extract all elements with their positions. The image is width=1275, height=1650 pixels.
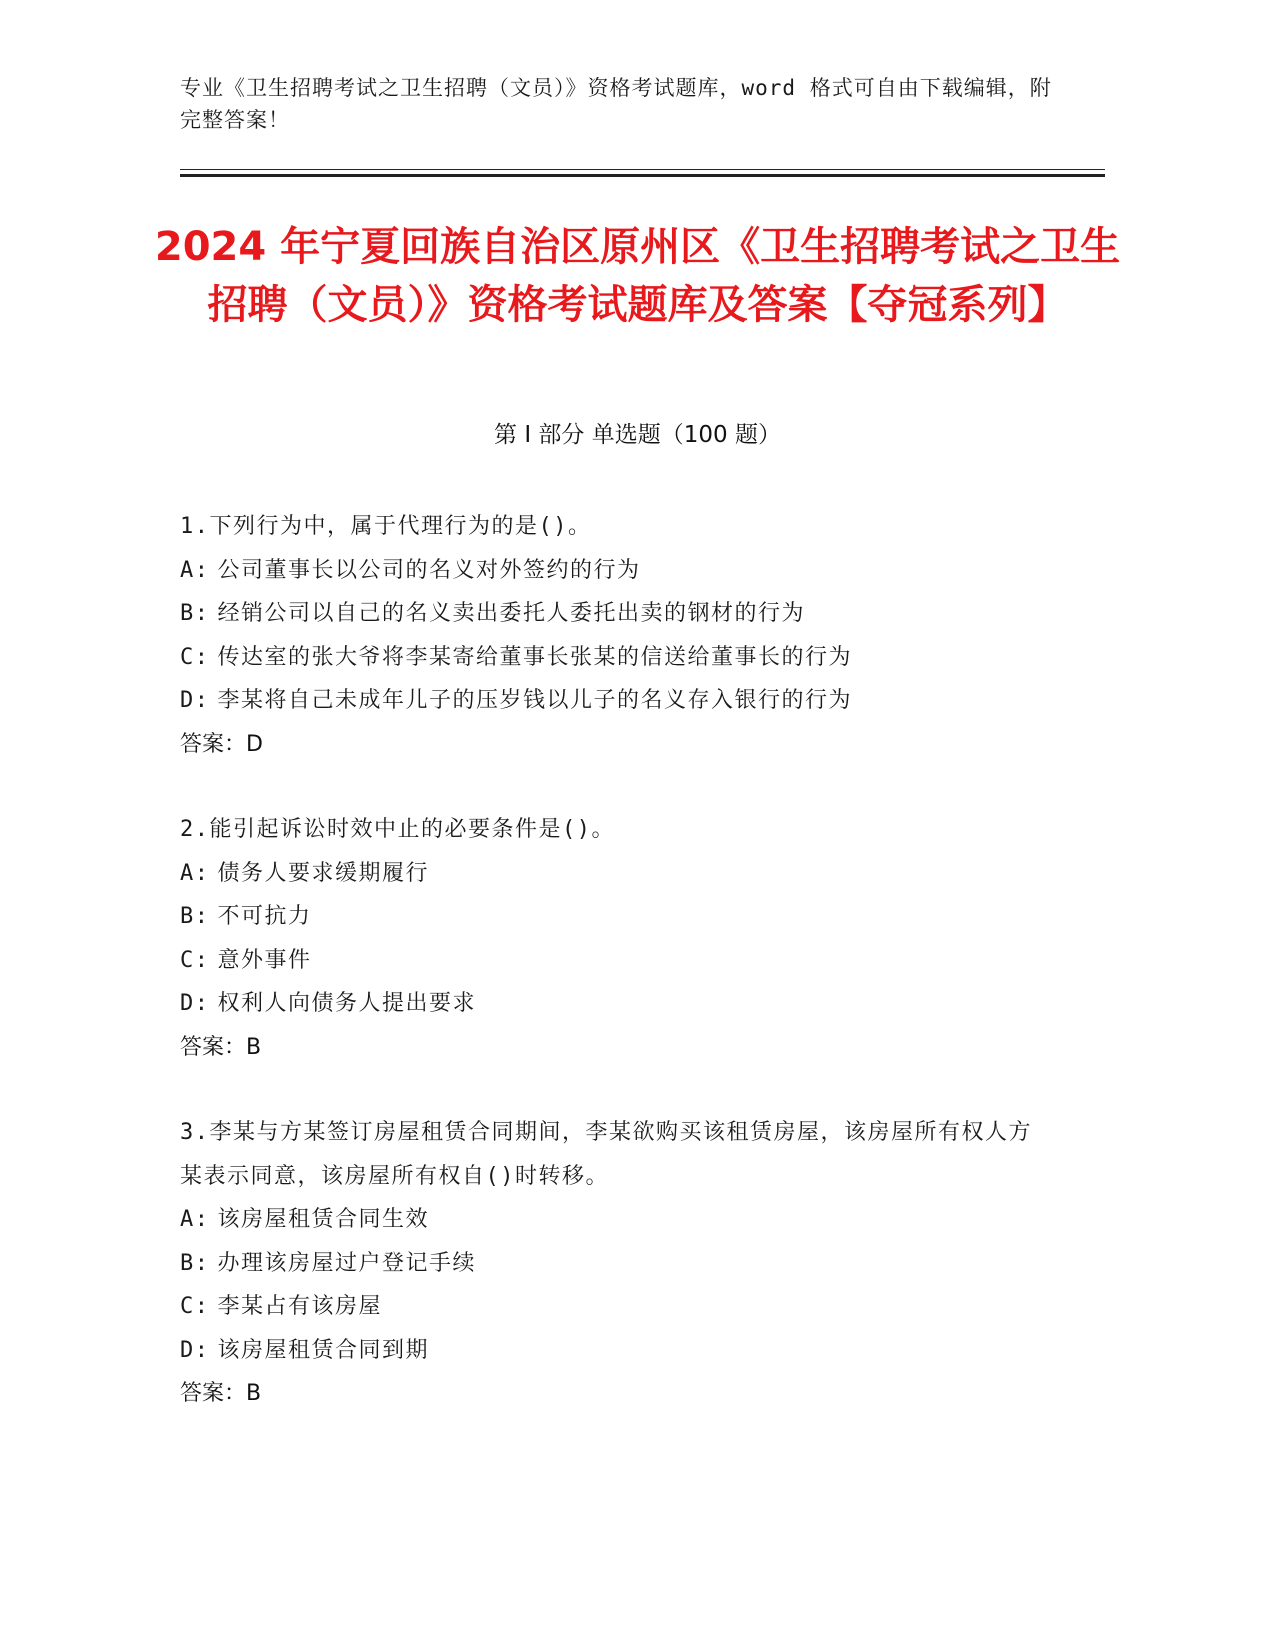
option-key: A: [180,557,210,583]
option-b [180,592,1040,636]
option-a [180,549,1040,593]
answer-line: 答案：B [180,1381,262,1406]
section-heading: 第 I 部分 单选题（100 题） [494,422,781,448]
option-text: 李某将自己未成年儿子的压岁钱以儿子的名义存入银行的行为 [217,688,853,713]
header-note: 专业《卫生招聘考试之卫生招聘（文员）》资格考试题库，word 格式可自由下载编辑，附完整答案！ [180,76,1052,132]
option-key: D: [180,991,210,1016]
question-list [180,505,1040,1458]
option-text: 债务人要求缓期履行 [217,860,430,886]
option-key: D: [180,1337,210,1363]
option-text: 李某占有该房屋 [217,1294,383,1319]
option-key: B: [180,1250,210,1276]
answer-line: 答案：D [180,731,263,757]
question-stem: 3.李某与方某签订房屋租赁合同期间，李某欲购买该租赁房屋，该房屋所有权人方某表示同意，该房屋所有权自()时转移。 [180,1120,1032,1189]
question-3 [180,1111,1040,1416]
document-title: 2024 年宁夏回族自治区原州区《卫生招聘考试之卫生招聘（文员）》资格考试题库及答案【夺冠系列】 [154,224,1121,328]
header-rule-thick [180,174,1105,177]
answer-line: 答案：B [180,1034,262,1060]
option-d [180,1329,1040,1373]
option-key: A: [180,860,210,886]
option-key: C: [180,947,210,973]
option-text: 该房屋租赁合同生效 [217,1207,430,1232]
option-key: B: [180,904,210,929]
option-d [180,982,1040,1026]
option-text: 不可抗力 [217,904,312,929]
option-b [180,1242,1040,1286]
question-2 [180,808,1040,1069]
option-c [180,1285,1040,1329]
option-key: C: [180,644,210,670]
question-stem: 1.下列行为中，属于代理行为的是()。 [180,514,592,539]
option-key: A: [180,1207,210,1232]
option-d [180,679,1040,723]
option-c [180,636,1040,680]
option-text: 传达室的张大爷将李某寄给董事长张某的信送给董事长的行为 [217,644,853,670]
option-key: B: [180,601,210,626]
option-key: C: [180,1294,210,1319]
option-text: 该房屋租赁合同到期 [217,1337,430,1363]
option-a [180,1198,1040,1242]
question-stem: 2.能引起诉讼时效中止的必要条件是()。 [180,817,615,842]
option-text: 经销公司以自己的名义卖出委托人委托出卖的钢材的行为 [217,601,806,626]
option-text: 办理该房屋过户登记手续 [217,1250,477,1276]
option-key: D: [180,688,210,713]
option-a [180,852,1040,896]
option-text: 公司董事长以公司的名义对外签约的行为 [217,557,641,583]
question-1 [180,505,1040,766]
option-b [180,895,1040,939]
header-rule-thin [180,169,1105,170]
option-text: 权利人向债务人提出要求 [217,991,477,1016]
option-text: 意外事件 [217,947,312,973]
option-c [180,939,1040,983]
